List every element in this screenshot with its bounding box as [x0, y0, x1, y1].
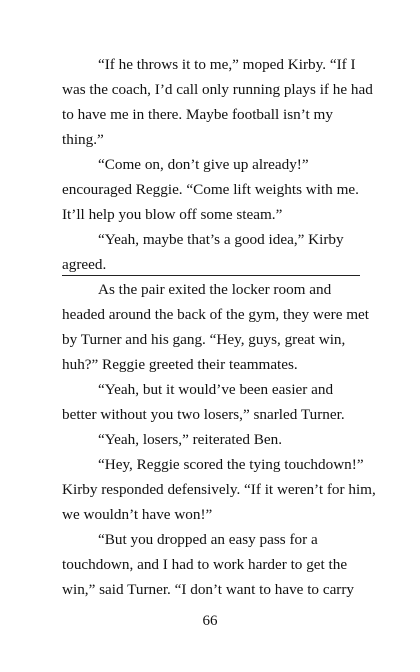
paragraph	[62, 277, 370, 377]
text-line: headed around the back of the gym, they were met	[62, 306, 370, 323]
paragraph	[62, 152, 362, 227]
text-line: to have me in there. Maybe football isn’t my	[62, 106, 333, 123]
text-line: “Yeah, but it would’ve been easier and	[98, 381, 334, 398]
text-line: agreed.	[62, 256, 107, 273]
text-line: encouraged Reggie. “Come lift weights with me.	[62, 181, 359, 198]
paragraph	[62, 52, 373, 152]
page-number: 66	[202, 613, 218, 629]
paragraph	[62, 527, 362, 602]
paragraph	[62, 452, 376, 527]
text-line: “Yeah, maybe that’s a good idea,” Kirby	[98, 231, 344, 248]
paragraph	[62, 227, 362, 277]
text-line: huh?” Reggie greeted their teammates.	[62, 356, 298, 373]
paragraph	[62, 377, 362, 427]
text-line: thing.”	[62, 131, 104, 148]
text-line: “Yeah, losers,” reiterated Ben.	[98, 431, 283, 448]
text-line: “Hey, Reggie scored the tying touchdown!”	[98, 456, 364, 473]
text-line: we wouldn’t have won!”	[62, 506, 213, 523]
text-line: touchdown, and I had to work harder to get the	[62, 556, 348, 573]
paragraph	[62, 427, 362, 452]
text-line: win,” said Turner. “I don’t want to have to carry	[62, 581, 355, 598]
body-text	[62, 52, 376, 602]
text-line: As the pair exited the locker room and	[98, 281, 332, 298]
text-line: “If he throws it to me,” moped Kirby. “If I	[98, 56, 356, 73]
text-line: “But you dropped an easy pass for a	[98, 531, 318, 548]
text-line: by Turner and his gang. “Hey, guys, great win,	[62, 331, 346, 348]
text-line: was the coach, I’d call only running plays if he had	[62, 81, 373, 98]
text-line: better without you two losers,” snarled Turner.	[62, 406, 345, 423]
text-line: “Come on, don’t give up already!”	[98, 156, 309, 173]
text-line: Kirby responded defensively. “If it weren’t for him,	[62, 481, 376, 498]
section-divider	[62, 275, 360, 276]
text-line: It’ll help you blow off some steam.”	[62, 206, 283, 223]
